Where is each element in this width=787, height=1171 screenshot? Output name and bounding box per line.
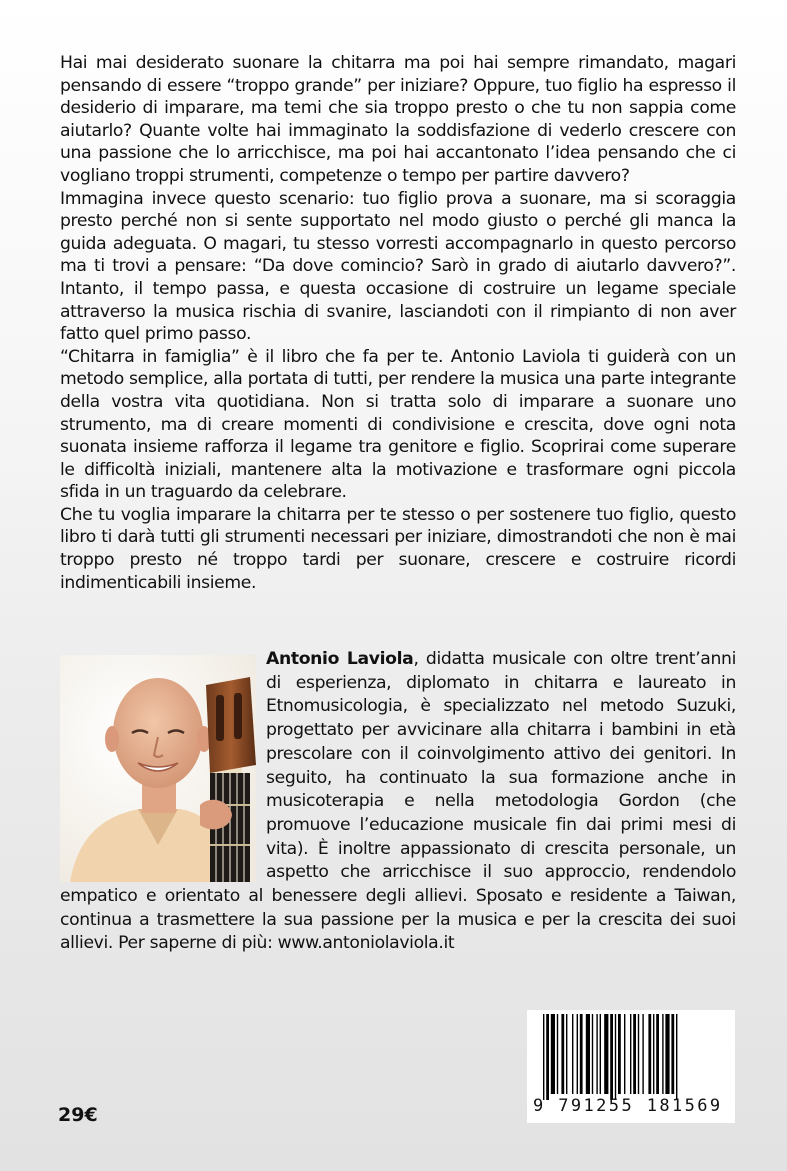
barcode-bar bbox=[546, 1014, 549, 1100]
barcode-bar bbox=[543, 1014, 544, 1100]
blurb-paragraph-3: “Chitarra in famiglia” è il libro che fa per te. Antonio Laviola ti guiderà con un metodo semplice, alla portata di tutti, per rendere la musica una parte integrante della vostra vita quotidiana. Non si tratta solo di imparare a suonare uno strumento, ma di creare momenti di condivisione e crescita, dove ogni nota suonata insieme rafforza il legame tra genitore e figlio. Scoprirai come superare le difficoltà iniziali, mantenere alta la motivazione e trasformare ogni piccola sfida in un traguardo da celebrare. bbox=[60, 346, 736, 503]
author-section bbox=[60, 648, 736, 956]
barcode-bar bbox=[671, 1014, 674, 1094]
author-portrait-image bbox=[60, 655, 256, 882]
barcode-bar bbox=[577, 1014, 578, 1094]
barcode-bar bbox=[624, 1014, 625, 1094]
barcode-bar bbox=[662, 1014, 663, 1094]
barcode-bar bbox=[676, 1014, 677, 1100]
back-cover-blurb bbox=[60, 52, 736, 594]
price-label: 29€ bbox=[58, 1104, 98, 1126]
barcode-bar bbox=[653, 1014, 654, 1094]
barcode-bar bbox=[642, 1014, 643, 1094]
isbn-barcode bbox=[527, 1010, 735, 1123]
barcode-bar bbox=[561, 1014, 564, 1094]
barcode-bar bbox=[580, 1014, 583, 1094]
author-photo bbox=[60, 655, 256, 882]
barcode-bar bbox=[566, 1014, 567, 1094]
blurb-paragraph-4: Che tu voglia imparare la chitarra per te stesso o per sostenere tuo figlio, questo libro ti darà tutti gli strumenti necessari per iniziare, dimostrandoti che non è mai troppo presto né troppo tardi per suonare, crescere e costruire ricordi indimenticabili insieme. bbox=[60, 504, 736, 593]
barcode-bar bbox=[618, 1014, 621, 1094]
author-bio: , didatta musicale con oltre trent’anni di esperienza, diplomato in chitarra e laureato in Etnomusicologia, è specializzato nel metodo Suzuki, progettato per avvicinare alla chitarra i bambini in età prescolare con il coinvolgimento attivo dei genitori. In seguito, ha continuato la sua formazione anche in musicoterapia e nella metodologia Gordon (che promuove l’educazione musicale fin dai primi mesi di vita). È inoltre appassionato di crescita personale, un aspetto che arricchisce il suo approccio, rendendolo empatico e orientato al benessere degli allievi. Sposato e residente a Taiwan, continua a trasmettere la sua passione per la musica e per la crescita dei suoi allievi. Per saperne di più: www.antoniolaviola.it bbox=[60, 649, 736, 954]
barcode-bar bbox=[586, 1014, 590, 1094]
blurb-paragraph-1: Hai mai desiderato suonare la chitarra ma poi hai sempre rimandato, magari pensando di essere “troppo grande” per iniziare? Oppure, tuo figlio ha espresso il desiderio di imparare, ma temi che sia troppo presto o che tu non sappia come aiutarlo? Quante volte hai immaginato la soddisfazione di vederlo crescere con una passione che lo arricchisce, ma poi hai accantonato l’idea pensando che ci vogliano troppi strumenti, competenze o tempo per partire davvero? bbox=[60, 53, 736, 186]
barcode-bar bbox=[592, 1014, 593, 1094]
barcode-bar bbox=[656, 1014, 659, 1094]
author-name: Antonio Laviola bbox=[266, 649, 414, 669]
barcode-bar bbox=[604, 1014, 608, 1094]
barcode-digits: 9 791255 181569 bbox=[533, 1096, 723, 1116]
barcode-bar bbox=[600, 1014, 601, 1094]
barcode-bar bbox=[572, 1014, 573, 1094]
barcode-bar bbox=[630, 1014, 631, 1094]
blurb-paragraph-2: Immagina invece questo scenario: tuo figlio prova a suonare, ma si scoraggia presto perché non si sente supportato nel modo giusto o perché gli manca la guida adeguata. O magari, tu stesso vorresti accompagnarlo in questo percorso ma ti trovi a pensare: “Da dove comincio? Sarò in grado di aiutarlo davvero?”. Intanto, il tempo passa, e questa occasione di costruire un legame speciale attraverso la musica rischia di svanire, lasciandoti con il rimpianto di non aver fatto quel primo passo. bbox=[60, 188, 736, 345]
barcode-bar bbox=[615, 1014, 616, 1100]
barcode-bar bbox=[551, 1014, 555, 1094]
barcode-bar bbox=[665, 1014, 669, 1094]
barcode-bar bbox=[638, 1014, 639, 1094]
barcode-bar bbox=[596, 1014, 597, 1094]
barcode-bar bbox=[633, 1014, 636, 1094]
barcode-bar bbox=[610, 1014, 613, 1100]
barcode-bar bbox=[557, 1014, 558, 1094]
barcode-bar bbox=[648, 1014, 651, 1094]
